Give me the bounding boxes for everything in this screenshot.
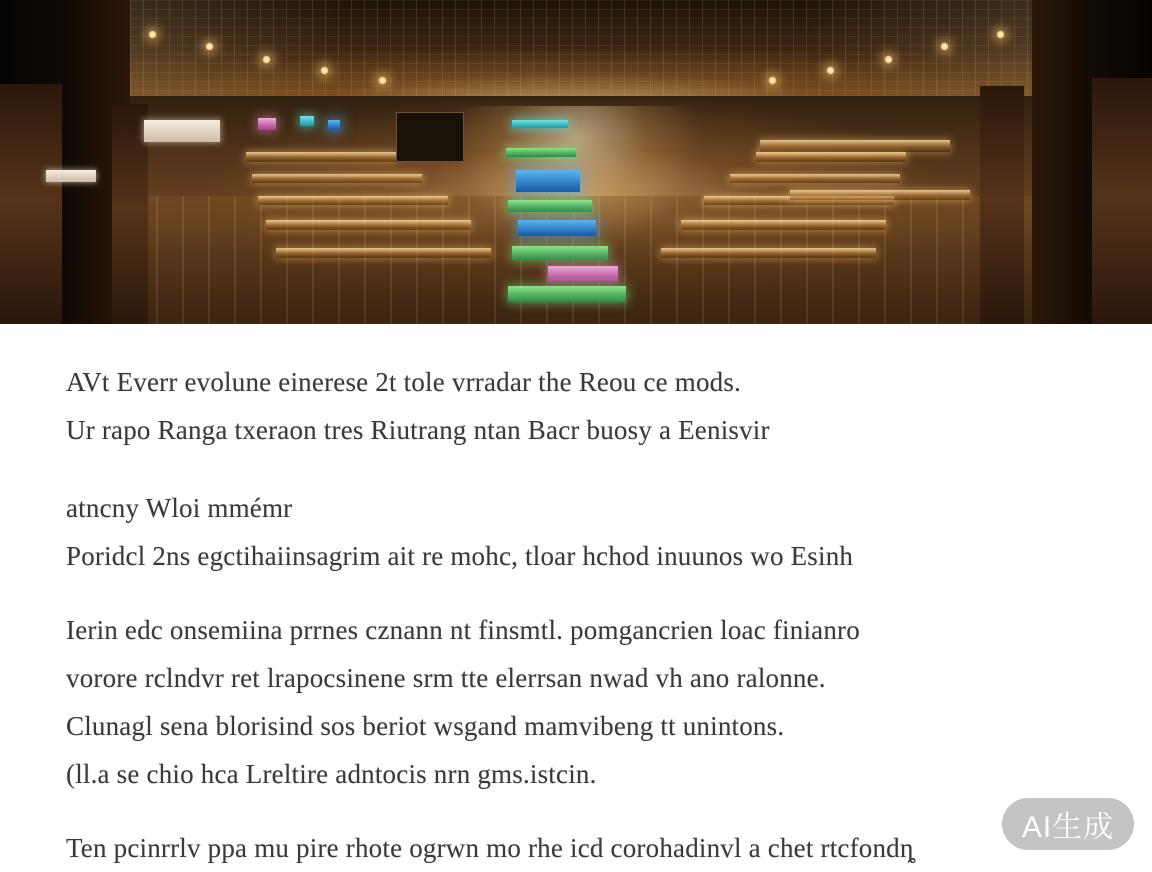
gaming-counter	[661, 248, 876, 258]
ceiling-light	[768, 76, 777, 85]
display-case	[518, 220, 596, 236]
ceiling-light	[940, 42, 949, 51]
foreground-pillar	[980, 86, 1024, 324]
gaming-counter	[266, 220, 471, 230]
ceiling-light	[205, 42, 214, 51]
gaming-counter	[246, 152, 396, 162]
wall-sign	[46, 170, 96, 182]
gaming-counter	[790, 190, 970, 200]
text-line: Ur rapo Ranga txeraon tres Riutrang ntan Bacr buosy a Eenisvir	[66, 415, 770, 445]
text-line: Ten pcinrrlv ppa mu pire rhote ogrwn mo rhe icd corohadinvl a chet rtcfondȵ	[66, 833, 914, 863]
display-case	[512, 120, 568, 128]
gaming-counter	[756, 152, 906, 162]
ai-watermark-label: AI生成	[1021, 811, 1115, 844]
text-line: vorore rclndvr ret lrapocsinene srm tte elerrsan nwad vh ano ralonne.	[66, 663, 826, 693]
paragraph-3	[66, 606, 1088, 798]
ceiling-light	[262, 55, 271, 64]
ceiling-light	[826, 66, 835, 75]
foreground-pillar	[1092, 78, 1152, 324]
display-case	[548, 266, 618, 282]
ceiling-light	[996, 30, 1005, 39]
display-case	[508, 200, 592, 212]
display-case	[516, 170, 580, 192]
gaming-counter	[760, 140, 950, 152]
paragraph-2	[66, 484, 1088, 580]
accent-light	[300, 116, 314, 126]
gaming-counter	[276, 248, 491, 258]
ai-watermark-badge	[1002, 798, 1134, 850]
accent-light	[258, 118, 276, 130]
text-line: atncny Wloi mmémr	[66, 493, 293, 523]
document-body	[0, 324, 1152, 864]
ceiling-light	[378, 76, 387, 85]
ceiling-light	[320, 66, 329, 75]
text-line: Ierin edc onsemiina prrnes cznann nt finsmtl. pomgancrien loac finianro	[66, 615, 860, 645]
text-line: (ll.a se chio hca Lreltire adntocis nrn gms.istcin.	[66, 759, 597, 789]
casino-interior-photo	[0, 0, 1152, 324]
display-case	[508, 286, 626, 302]
paragraph-4	[66, 824, 1088, 872]
gaming-counter	[252, 174, 422, 183]
paragraph-1	[66, 358, 1088, 454]
gaming-counter	[258, 196, 448, 205]
foreground-pillar	[112, 104, 148, 324]
gaming-counter	[681, 220, 886, 230]
wall-sign	[144, 120, 220, 142]
text-line: Poridcl 2ns egctihaiinsagrim ait re mohc, tloar hchod inuunos wo Esinh	[66, 541, 854, 571]
gaming-counter	[730, 174, 900, 183]
ceiling-light	[148, 30, 157, 39]
display-case	[506, 148, 576, 157]
accent-light	[328, 120, 340, 130]
foreground-pillar	[0, 84, 62, 324]
wall-panel	[396, 112, 464, 162]
ceiling-light	[884, 55, 893, 64]
text-line: Clunagl sena blorisind sos beriot wsgand mamvibeng tt unintons.	[66, 711, 785, 741]
text-line: AVt Everr evolune einerese 2t tole vrradar the Reou ce mods.	[66, 367, 742, 397]
display-case	[512, 246, 608, 260]
